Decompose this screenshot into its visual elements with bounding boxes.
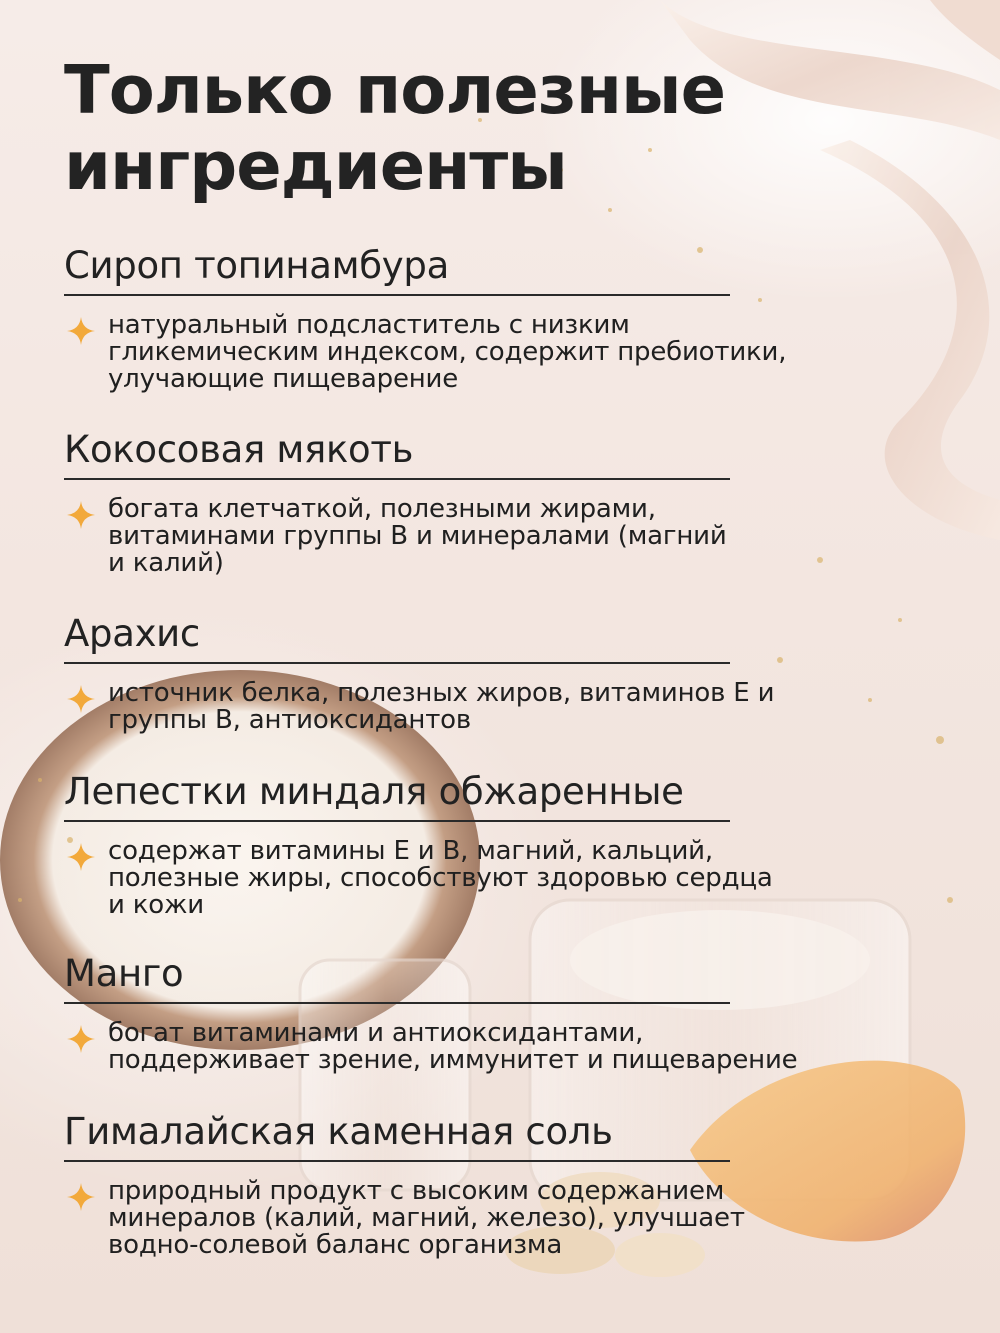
- sparkle-icon: [66, 842, 96, 872]
- ingredient-name: Гималайская каменная соль: [64, 1110, 613, 1153]
- sparkle-icon: [66, 1024, 96, 1054]
- ingredient-description: [64, 838, 964, 919]
- ingredient-2: [64, 428, 964, 577]
- ingredient-name: Манго: [64, 952, 184, 995]
- ingredient-description: [64, 1020, 964, 1074]
- ingredient-name: Лепестки миндаля обжаренные: [64, 770, 684, 813]
- ingredient-description: [64, 496, 964, 577]
- ingredient-1: [64, 244, 964, 393]
- ingredient-name: Арахис: [64, 612, 200, 655]
- ingredient-3: [64, 612, 964, 734]
- divider: [64, 1002, 730, 1004]
- page-title: Только полезные ингредиенты: [64, 51, 726, 205]
- sparkle-icon: [66, 316, 96, 346]
- description-text: природный продукт с высоким содержанием минералов (калий, магний, железо), улучшает водно-солевой баланс организма: [108, 1176, 745, 1260]
- ingredient-5: [64, 952, 964, 1074]
- description-text: богат витаминами и антиоксидантами, поддерживает зрение, иммунитет и пищеварение: [108, 1018, 798, 1075]
- ingredient-description: [64, 680, 964, 734]
- divider: [64, 478, 730, 480]
- divider: [64, 294, 730, 296]
- divider: [64, 820, 730, 822]
- ingredient-description: [64, 312, 964, 393]
- sparkle-icon: [66, 500, 96, 530]
- ingredient-name: Кокосовая мякоть: [64, 428, 414, 471]
- sparkle-icon: [66, 1182, 96, 1212]
- description-text: источник белка, полезных жиров, витаминов Е и группы В, антиоксидантов: [108, 678, 775, 735]
- description-text: содержат витамины Е и В, магний, кальций, полезные жиры, способствуют здоровью сердца и кожи: [108, 836, 773, 920]
- ingredient-6: [64, 1110, 964, 1259]
- divider: [64, 662, 730, 664]
- ingredients-card: [64, 51, 964, 1260]
- description-text: богата клетчаткой, полезными жирами, витаминами группы В и минералами (магний и калий): [108, 494, 727, 578]
- sparkle-icon: [66, 684, 96, 714]
- description-text: натуральный подсластитель с низким гликемическим индексом, содержит пребиотики, улучающие пищеварение: [108, 310, 787, 394]
- ingredient-description: [64, 1178, 964, 1259]
- ingredient-name: Сироп топинамбура: [64, 244, 449, 287]
- ingredient-4: [64, 770, 964, 919]
- divider: [64, 1160, 730, 1162]
